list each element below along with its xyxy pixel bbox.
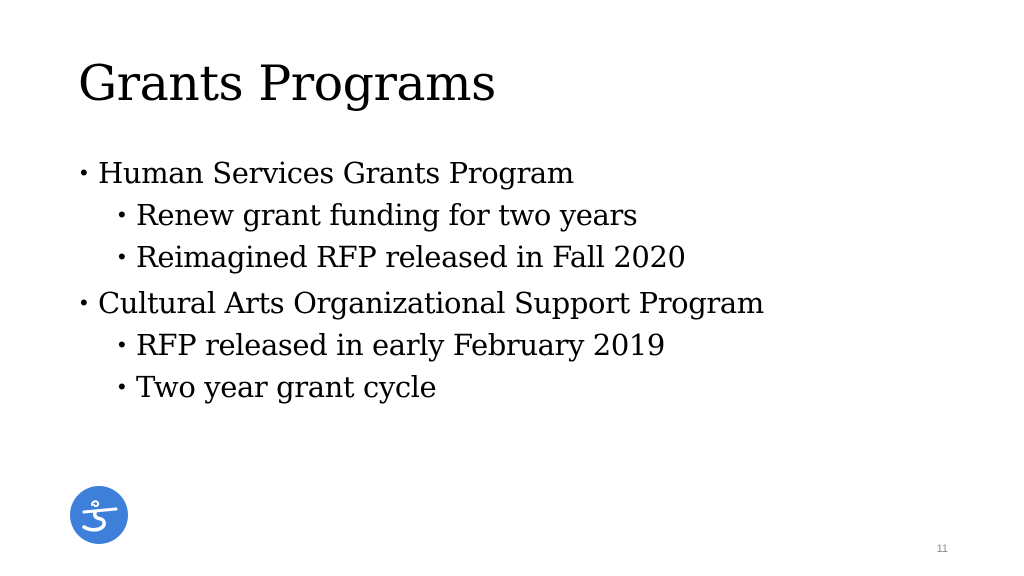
sub-bullet-item [118, 194, 764, 236]
sub-bullet-text: RFP released in early February 2019 [136, 328, 665, 362]
bullet-list [80, 152, 764, 408]
slide-title: Grants Programs [78, 55, 496, 112]
bullet-icon: • [80, 290, 88, 315]
bullet-icon: • [118, 374, 126, 399]
logo-circle [70, 486, 128, 544]
sub-bullet-item [118, 236, 764, 278]
bullet-icon: • [118, 202, 126, 227]
page-number: 11 [936, 543, 948, 555]
organization-logo-icon [70, 486, 128, 544]
bullet-icon: • [118, 244, 126, 269]
bullet-text: Human Services Grants Program [98, 156, 574, 190]
bullet-text: Cultural Arts Organizational Support Program [98, 286, 764, 320]
sub-bullet-item [118, 324, 764, 366]
sub-bullet-text: Renew grant funding for two years [136, 198, 638, 232]
bullet-item-human-services [80, 152, 764, 194]
bullet-icon: • [118, 332, 126, 357]
sub-bullet-item [118, 366, 764, 408]
bullet-icon: • [80, 160, 88, 185]
sub-bullet-text: Two year grant cycle [136, 370, 437, 404]
sub-bullet-text: Reimagined RFP released in Fall 2020 [136, 240, 686, 274]
bullet-item-cultural-arts [80, 282, 764, 324]
